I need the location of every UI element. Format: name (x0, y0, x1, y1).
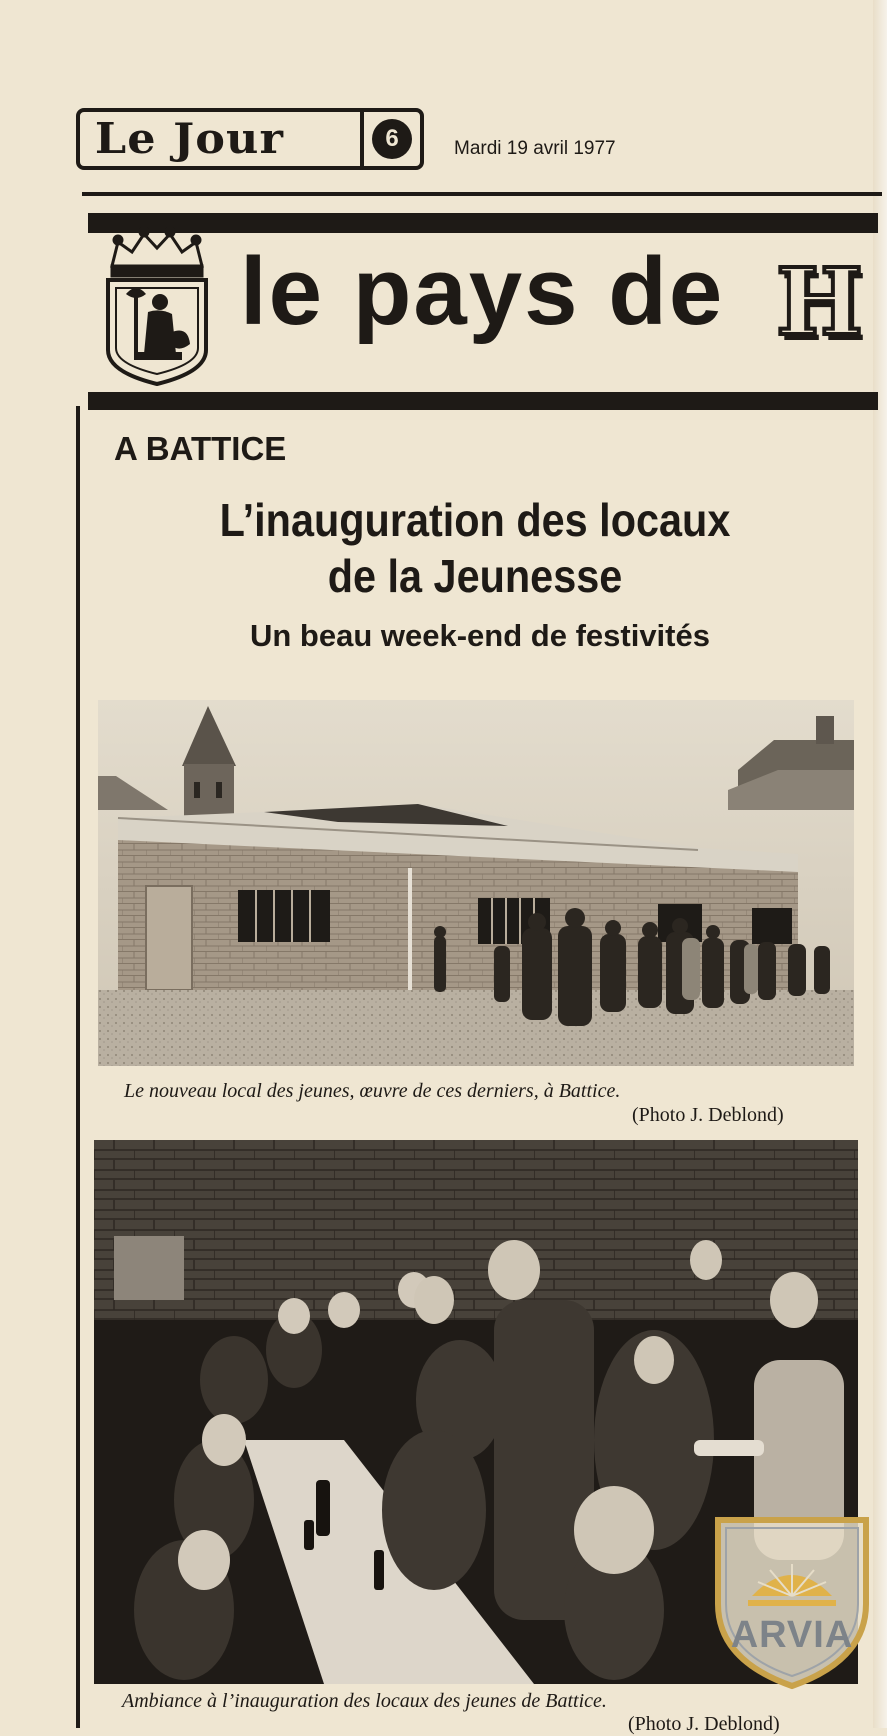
arvia-shield-icon (712, 1514, 872, 1690)
photo-1-credit: (Photo J. Deblond) (632, 1104, 784, 1126)
section-title-cut-glyph: H (776, 256, 863, 356)
photo-2-caption: Ambiance à l’inauguration des locaux des jeunes de Battice. (122, 1690, 607, 1712)
section-title-cut-letter (776, 256, 872, 356)
masthead-title: Le Jour (94, 114, 284, 163)
section-rule-bottom (88, 392, 878, 410)
paper-edge (873, 0, 887, 1728)
page-number-badge: 6 (372, 119, 412, 159)
photo-1-caption: Le nouveau local des jeunes, œuvre de ces derniers, à Battice. (124, 1080, 621, 1102)
photo-2-credit: (Photo J. Deblond) (628, 1713, 780, 1735)
column-left-rule (76, 406, 80, 1728)
article-headline (183, 492, 768, 604)
watermark-label: ARVIA (730, 1614, 854, 1656)
photo-building-exterior (98, 700, 854, 1066)
top-rule (82, 192, 882, 196)
archive-watermark-badge (712, 1514, 872, 1690)
masthead (76, 108, 424, 170)
coat-of-arms-icon (98, 222, 216, 390)
article-subheadline: Un beau week-end de festivités (250, 618, 710, 653)
article-kicker: A BATTICE (114, 430, 287, 467)
headline-line-1: L’inauguration des locaux (219, 494, 731, 546)
headline-line-2: de la Jeunesse (327, 550, 623, 602)
section-title: le pays de (240, 238, 725, 345)
publication-date: Mardi 19 avril 1977 (454, 138, 616, 159)
